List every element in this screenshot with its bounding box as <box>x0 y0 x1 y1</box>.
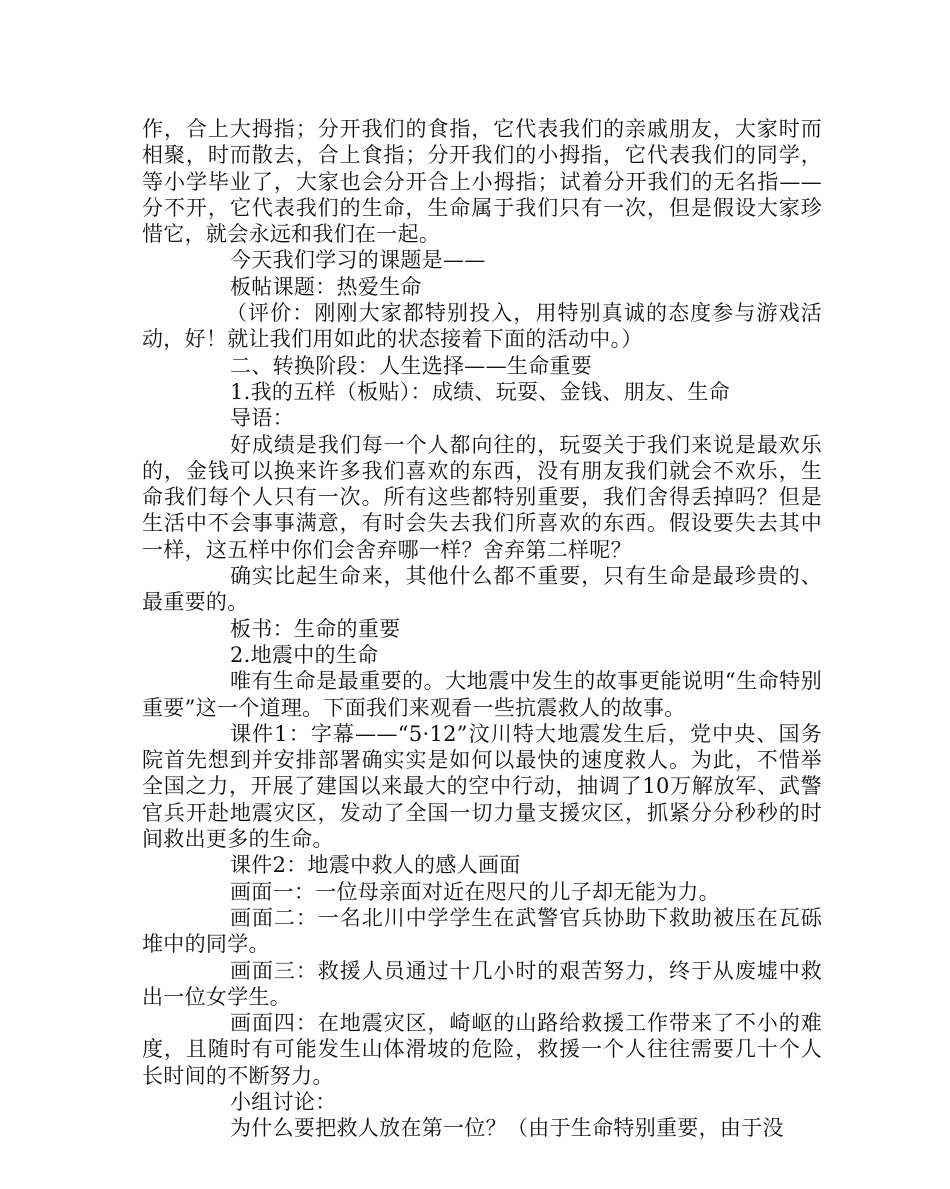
paragraph: 课件2：地震中救人的感人画面 <box>230 853 521 878</box>
body-text <box>142 116 822 1142</box>
subsection-heading: 2.地震中的生命 <box>230 642 379 667</box>
paragraph: 画面二：一名北川中学学生在武警官兵协助下救助被压在瓦砾堆中的同学。 <box>142 905 822 957</box>
paragraph: 为什么要把救人放在第一位？（由于生命特别重要，由于没 <box>230 1116 784 1141</box>
paragraph: 板书：生命的重要 <box>230 616 401 641</box>
paragraph: 确实比起生命来，其他什么都不重要，只有生命是最珍贵的、最重要的。 <box>142 564 822 615</box>
paragraph: 画面四：在地震灾区，崎岖的山路给救援工作带来了不小的难度，且随时有可能发生山体滑坡的危险，救援一个人往往需要几十个人长时间的不断努力。 <box>142 1011 822 1088</box>
subsection-heading: 1.我的五样（板贴）：成绩、玩耍、金钱、朋友、生命 <box>230 379 731 404</box>
paragraph: 画面三：救援人员通过十几小时的艰苦努力，终于从废墟中救出一位女学生。 <box>142 958 822 1009</box>
paragraph: （评价：刚刚大家都特别投入，用特别真诚的态度参与游戏活动，好！就让我们用如此的状态接着下面的活动中。） <box>142 301 822 352</box>
paragraph: 今天我们学习的课题是—— <box>230 248 486 273</box>
paragraph: 唯有生命是最重要的。大地震中发生的故事更能说明“生命特别重要”这一个道理。下面我们来观看一些抗震救人的故事。 <box>142 669 822 720</box>
paragraph: 板帖课题：热爱生命 <box>230 274 422 299</box>
section-heading: 二、转换阶段：人生选择——生命重要 <box>230 353 593 378</box>
paragraph: 好成绩是我们每一个人都向往的，玩耍关于我们来说是最欢乐的，金钱可以换来许多我们喜欢的东西，没有朋友我们就会不欢乐，生命我们每个人只有一次。所有这些都特别重要，我们舍得丢掉吗？但是生活中不会事事满意，有时会失去我们所喜欢的东西。假设要失去其中一样，这五样中你们会舍弃哪一样？舍弃第二样呢？ <box>142 432 822 562</box>
paragraph: 导语： <box>230 406 294 431</box>
paragraph: 课件1：字幕——“5·12”汶川特大地震发生后，党中央、国务院首先想到并安排部署确实实是如何以最快的速度救人。为此，不惜举全国之力，开展了建国以来最大的空中行动，抽调了10万解放军、武警官兵开赴地震灾区，发动了全国一切力量支援灾区，抓紧分分秒秒的时间救出更多的生命。 <box>142 721 822 852</box>
paragraph: 作，合上大拇指；分开我们的食指，它代表我们的亲戚朋友，大家时而相聚，时而散去，合上食指；分开我们的小拇指，它代表我们的同学，等小学毕业了，大家也会分开合上小拇指；试着分开我们的无名指——分不开，它代表我们的生命，生命属于我们只有一次，但是假设大家珍惜它，就会永远和我们在一起。 <box>142 117 822 247</box>
paragraph: 画面一：一位母亲面对近在咫尺的儿子却无能为力。 <box>230 879 720 904</box>
paragraph: 小组讨论： <box>230 1089 337 1114</box>
